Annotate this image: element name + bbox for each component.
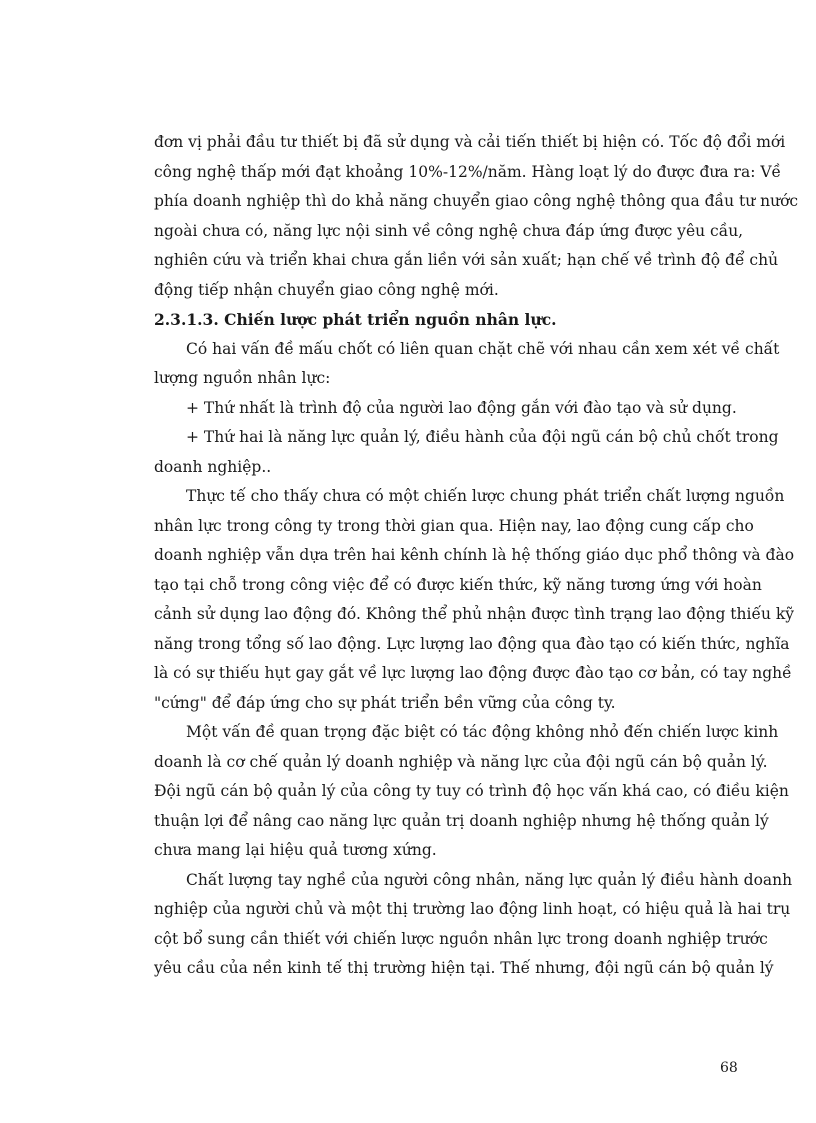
- text-line: Một vấn đề quan trọng đặc biệt có tác động không nhỏ đến chiến lược kinh: [186, 723, 779, 741]
- text-line: yêu cầu của nền kinh tế thị trường hiện tại. Thế nhưng, đội ngũ cán bộ quản lý: [154, 959, 774, 977]
- page-number: 68: [720, 1060, 738, 1076]
- bullet-line: + Thứ nhất là trình độ của người lao động gắn với đào tạo và sử dụng.: [186, 398, 737, 417]
- text-line: cột bổ sung cần thiết với chiến lược nguồn nhân lực trong doanh nghiệp trước: [154, 929, 768, 948]
- text-line: chưa mang lại hiệu quả tương xứng.: [154, 841, 437, 859]
- bullet-line: + Thứ hai là năng lực quản lý, điều hành của đội ngũ cán bộ chủ chốt trong: [186, 428, 779, 446]
- text-line: công nghệ thấp mới đạt khoảng 10%-12%/năm. Hàng loạt lý do được đưa ra: Về: [154, 162, 782, 181]
- text-line: Đội ngũ cán bộ quản lý của công ty tuy có trình độ học vấn khá cao, có điều kiện: [154, 782, 789, 800]
- text-line: thuận lợi để nâng cao năng lực quản trị doanh nghiệp nhưng hệ thống quản lý: [154, 811, 769, 830]
- section-heading: 2.3.1.3. Chiến lược phát triển nguồn nhân lực.: [154, 310, 557, 329]
- text-line: doanh nghiệp vẫn dựa trên hai kênh chính là hệ thống giáo dục phổ thông và đào: [154, 546, 795, 564]
- text-line: lượng nguồn nhân lực:: [154, 369, 331, 387]
- text-line: Thực tế cho thấy chưa có một chiến lược chung phát triển chất lượng nguồn: [186, 487, 785, 505]
- text-line: doanh nghiệp..: [154, 457, 272, 476]
- text-line: nghiên cứu và triển khai chưa gắn liền với sản xuất; hạn chế về trình độ để chủ: [154, 251, 779, 269]
- text-line: phía doanh nghiệp thì do khả năng chuyển giao công nghệ thông qua đầu tư nước: [154, 192, 799, 210]
- text-line: năng trong tổng số lao động. Lực lượng lao động qua đào tạo có kiến thức, nghĩa: [154, 634, 790, 653]
- text-line: tạo tại chỗ trong công việc để có được kiến thức, kỹ năng tương ứng với hoàn: [154, 575, 762, 594]
- text-line: nhân lực trong công ty trong thời gian qua. Hiện nay, lao động cung cấp cho: [154, 516, 754, 535]
- text-line: đơn vị phải đầu tư thiết bị đã sử dụng và cải tiến thiết bị hiện có. Tốc độ đổi mới: [154, 133, 786, 151]
- text-line: "cứng" để đáp ứng cho sự phát triển bền vững của công ty.: [154, 693, 616, 712]
- text-line: doanh là cơ chế quản lý doanh nghiệp và năng lực của đội ngũ cán bộ quản lý.: [154, 752, 768, 771]
- text-line: động tiếp nhận chuyển giao công nghệ mới.: [154, 280, 499, 299]
- text-line: Chất lượng tay nghề của người công nhân, năng lực quản lý điều hành doanh: [186, 870, 793, 889]
- body-text: [154, 128, 799, 984]
- text-line: nghiệp của người chủ và một thị trường lao động linh hoạt, có hiệu quả là hai trụ: [154, 900, 791, 918]
- text-line: là có sự thiếu hụt gay gắt về lực lượng lao động được đào tạo cơ bản, có tay nghề: [154, 664, 792, 682]
- text-line: Có hai vấn đề mấu chốt có liên quan chặt chẽ với nhau cần xem xét về chất: [186, 339, 780, 358]
- text-line: ngoài chưa có, năng lực nội sinh về công nghệ chưa đáp ứng được yêu cầu,: [154, 221, 744, 240]
- text-line: cảnh sử dụng lao động đó. Không thể phủ nhận được tình trạng lao động thiếu kỹ: [154, 605, 795, 623]
